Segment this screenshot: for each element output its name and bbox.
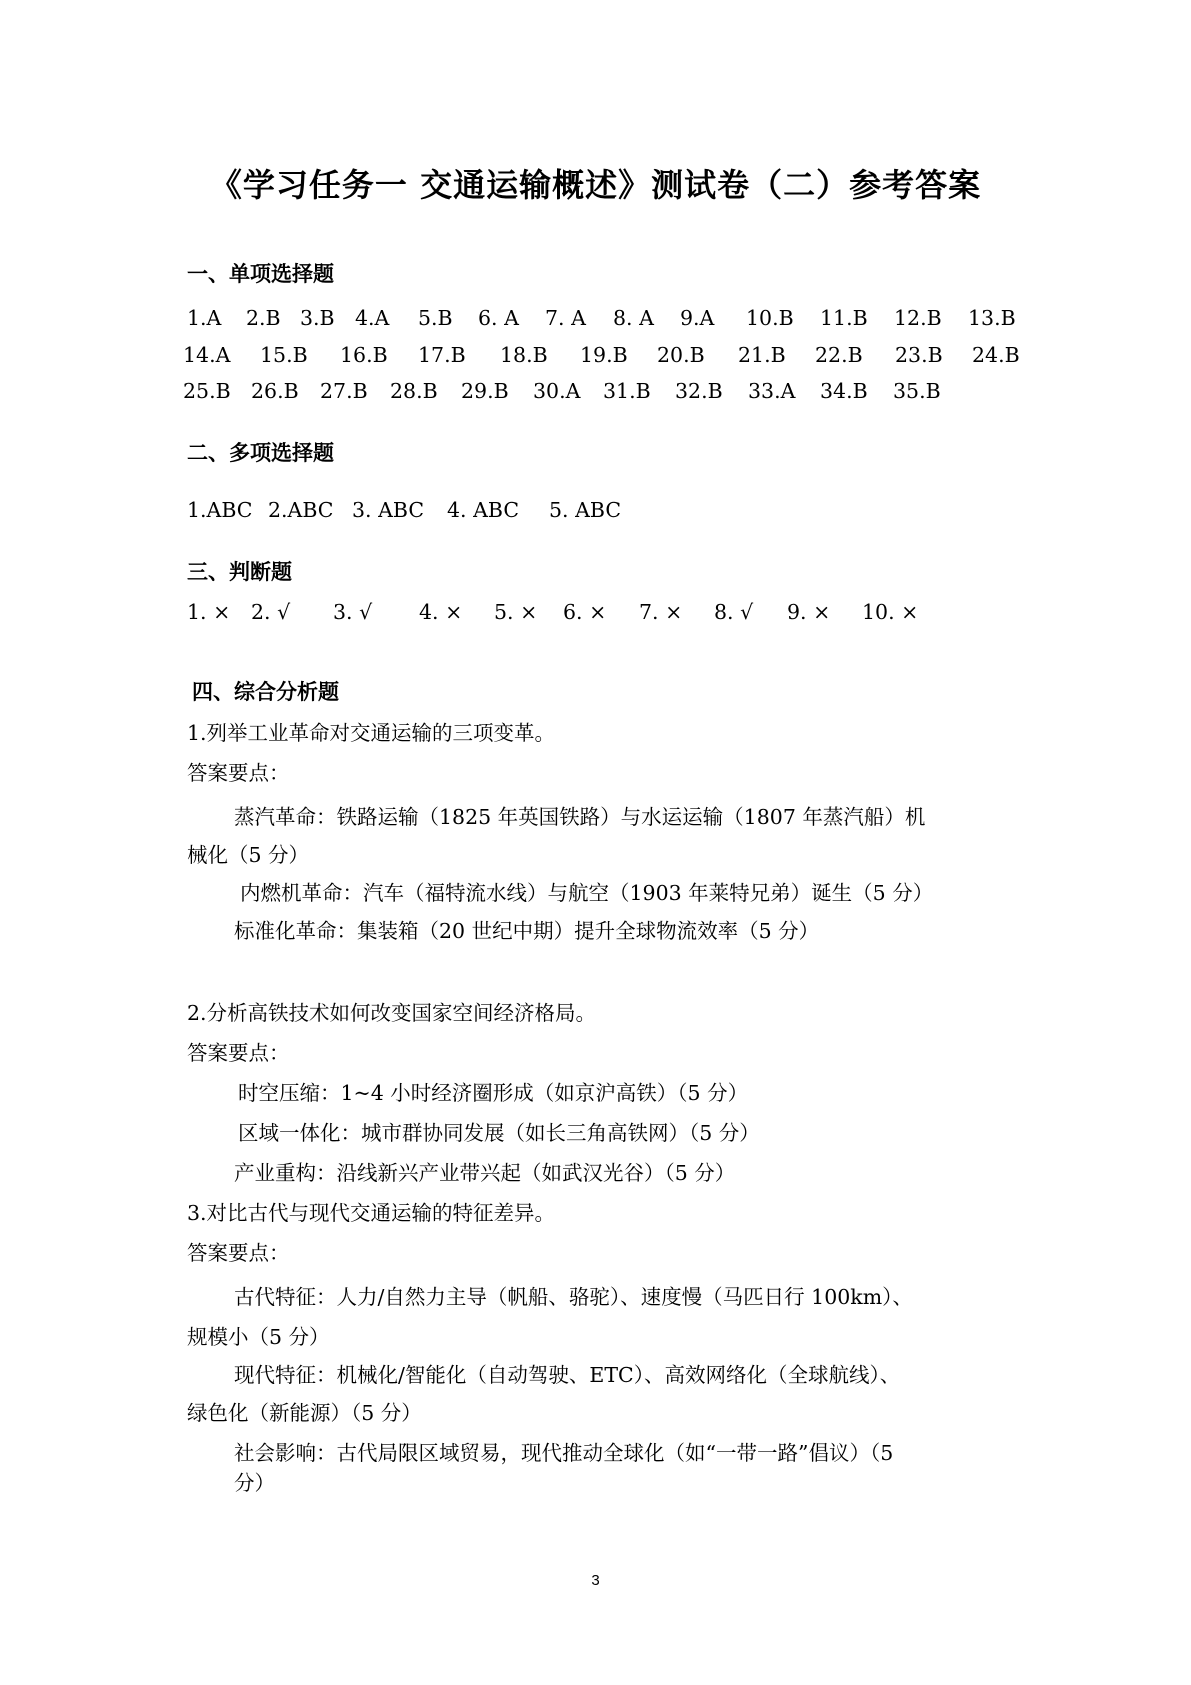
single-choice-answer: 10.B	[746, 306, 794, 330]
true-false-answer: 9. ×	[787, 600, 831, 624]
single-choice-answer: 19.B	[580, 343, 628, 367]
true-false-answer: 3. √	[333, 600, 373, 624]
multiple-choice-answer: 5. ABC	[549, 498, 622, 522]
question-2: 2.分析高铁技术如何改变国家空间经济格局。	[187, 1001, 597, 1025]
answer-point: 标准化革命：集装箱（20 世纪中期）提升全球物流效率（5 分）	[234, 919, 820, 943]
answer-label-3: 答案要点：	[187, 1241, 290, 1265]
single-choice-answer: 33.A	[748, 379, 796, 403]
answer-point: 产业重构：沿线新兴产业带兴起（如武汉光谷）（5 分）	[234, 1161, 736, 1185]
multiple-choice-answer: 1.ABC	[187, 498, 253, 522]
answer-point-continued: 分）	[234, 1471, 275, 1495]
single-choice-answer: 3.B	[300, 306, 335, 330]
question-3: 3.对比古代与现代交通运输的特征差异。	[187, 1201, 556, 1225]
single-choice-answer: 35.B	[893, 379, 941, 403]
multiple-choice-answer: 2.ABC	[268, 498, 334, 522]
single-choice-answer: 34.B	[820, 379, 868, 403]
single-choice-answer: 20.B	[657, 343, 705, 367]
single-choice-answer: 31.B	[603, 379, 651, 403]
single-choice-answer: 2.B	[246, 306, 281, 330]
single-choice-answer: 24.B	[972, 343, 1020, 367]
page-number: 3	[591, 1572, 600, 1589]
single-choice-answer: 16.B	[340, 343, 388, 367]
answer-point: 社会影响：古代局限区域贸易，现代推动全球化（如“一带一路”倡议）（5	[234, 1441, 894, 1465]
answer-label-2: 答案要点：	[187, 1041, 290, 1065]
single-choice-answer: 26.B	[251, 379, 299, 403]
answer-point: 蒸汽革命：铁路运输（1825 年英国铁路）与水运运输（1807 年蒸汽船）机	[234, 805, 926, 829]
true-false-answer: 1. ×	[187, 600, 231, 624]
section-heading-single-choice: 一、单项选择题	[187, 262, 334, 286]
single-choice-answer: 1.A	[187, 306, 222, 330]
true-false-answer: 6. ×	[563, 600, 607, 624]
single-choice-answer: 21.B	[738, 343, 786, 367]
true-false-answer: 10. ×	[862, 600, 919, 624]
true-false-answer: 5. ×	[494, 600, 538, 624]
single-choice-answer: 22.B	[815, 343, 863, 367]
single-choice-answer: 29.B	[461, 379, 509, 403]
single-choice-answer: 9.A	[680, 306, 715, 330]
answer-point-continued: 械化（5 分）	[187, 843, 310, 867]
multiple-choice-answer: 3. ABC	[352, 498, 425, 522]
section-heading-analysis: 四、综合分析题	[192, 680, 339, 704]
answer-label-1: 答案要点：	[187, 761, 290, 785]
single-choice-answer: 12.B	[894, 306, 942, 330]
single-choice-answer: 8. A	[613, 306, 654, 330]
single-choice-answer: 14.A	[183, 343, 231, 367]
single-choice-answer: 32.B	[675, 379, 723, 403]
single-choice-answer: 23.B	[895, 343, 943, 367]
answer-point-continued: 规模小（5 分）	[187, 1325, 330, 1349]
answer-point-continued: 绿色化（新能源）（5 分）	[187, 1401, 422, 1425]
section-heading-true-false: 三、判断题	[187, 560, 292, 584]
single-choice-answer: 27.B	[320, 379, 368, 403]
single-choice-answer: 15.B	[260, 343, 308, 367]
true-false-answer: 2. √	[251, 600, 291, 624]
single-choice-answer: 28.B	[390, 379, 438, 403]
question-1: 1.列举工业革命对交通运输的三项变革。	[187, 721, 556, 745]
single-choice-answer: 11.B	[820, 306, 868, 330]
single-choice-answer: 30.A	[533, 379, 581, 403]
single-choice-answer: 4.A	[355, 306, 390, 330]
single-choice-answer: 5.B	[418, 306, 453, 330]
single-choice-answer: 6. A	[478, 306, 519, 330]
answer-point: 区域一体化：城市群协同发展（如长三角高铁网）（5 分）	[238, 1121, 760, 1145]
answer-point: 内燃机革命：汽车（福特流水线）与航空（1903 年莱特兄弟）诞生（5 分）	[240, 881, 934, 905]
document-title: 《学习任务一 交通运输概述》测试卷（二）参考答案	[209, 166, 982, 204]
answer-point: 古代特征：人力/自然力主导（帆船、骆驼）、速度慢（马匹日行 100km）、	[234, 1285, 913, 1309]
single-choice-answer: 18.B	[500, 343, 548, 367]
true-false-answer: 7. ×	[639, 600, 683, 624]
true-false-answer: 4. ×	[419, 600, 463, 624]
single-choice-answer: 17.B	[418, 343, 466, 367]
section-heading-multiple-choice: 二、多项选择题	[187, 441, 334, 465]
multiple-choice-answer: 4. ABC	[447, 498, 520, 522]
single-choice-answer: 25.B	[183, 379, 231, 403]
single-choice-answer: 7. A	[545, 306, 586, 330]
answer-point: 时空压缩：1~4 小时经济圈形成（如京沪高铁）（5 分）	[238, 1081, 749, 1105]
single-choice-answer: 13.B	[968, 306, 1016, 330]
answer-point: 现代特征：机械化/智能化（自动驾驶、ETC）、高效网络化（全球航线）、	[234, 1363, 901, 1387]
true-false-answer: 8. √	[714, 600, 754, 624]
